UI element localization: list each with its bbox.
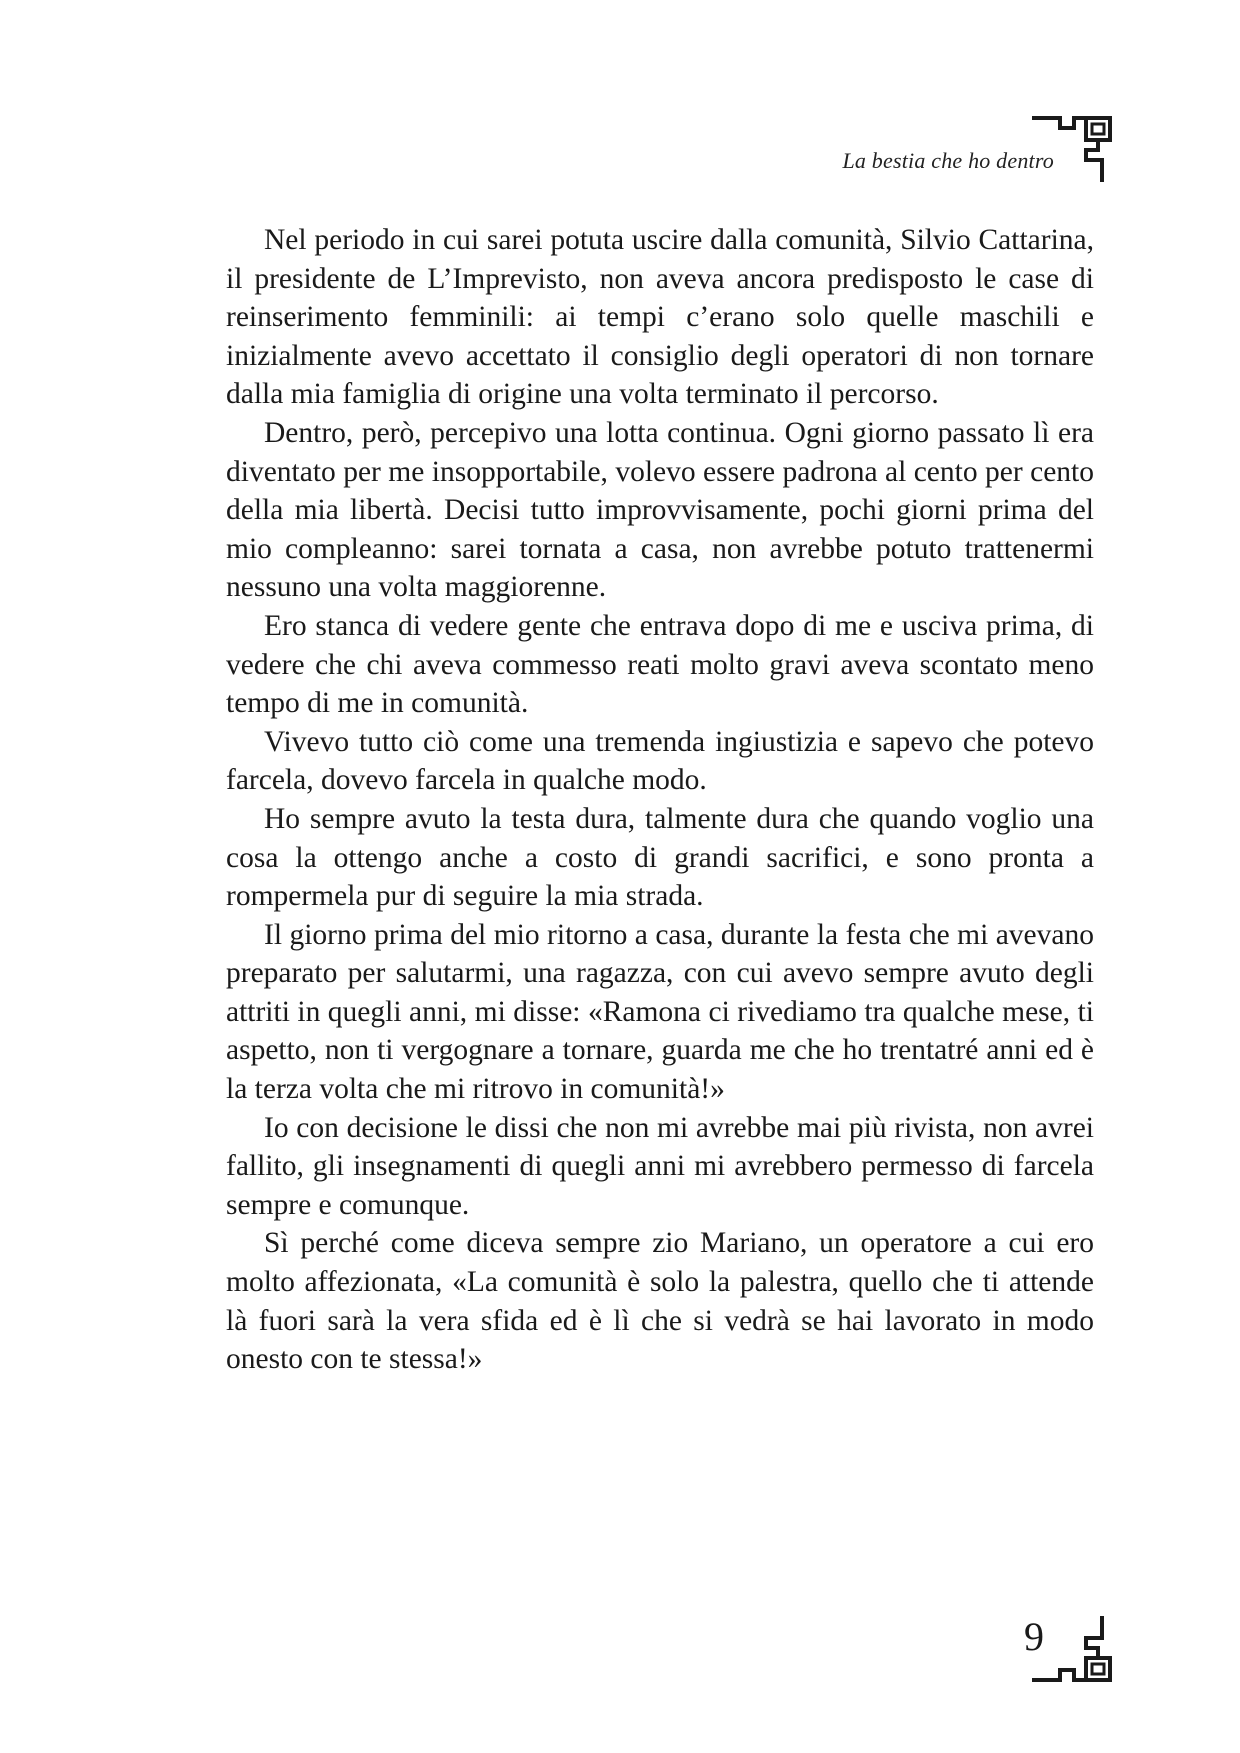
paragraph: Dentro, però, percepivo una lotta continua. Ogni giorno passato lì era diventato per me insopportabile, volevo essere padrona al cento per cento della mia libertà. Decisi tutto improvvisamente, pochi giorni prima del mio compleanno: sarei tornata a casa, non avrebbe potuto trattenermi nessuno una volta maggiorenne.	[226, 416, 1094, 604]
paragraph: Nel periodo in cui sarei potuta uscire dalla comunità, Silvio Cattarina, il presidente de L’Imprevisto, non aveva ancora predisposto le case di reinserimento femminili: ai tempi c’erano solo quelle maschili e inizialmente avevo accettato il consiglio degli operatori di non tornare dalla mia famiglia di origine una volta terminato il percorso.	[226, 224, 1094, 411]
page-number: 9	[1024, 1614, 1044, 1659]
paragraph: Sì perché come diceva sempre zio Mariano, un operatore a cui ero molto affezionata, «La comunità è solo la palestra, quello che ti attende là fuori sarà la vera sfida ed è lì che si vedrà se hai lavorato in modo onesto con te stessa!»	[226, 1227, 1094, 1376]
paragraph: Il giorno prima del mio ritorno a casa, durante la festa che mi avevano preparato per salutarmi, una ragazza, con cui avevo sempre avuto degli attriti in quegli anni, mi disse: «Ramona ci rivediamo tra qualche mese, ti aspetto, non ti vergognare a tornare, guarda me che ho trentatré anni ed è la terza volta che mi ritrovo in comunità!»	[226, 918, 1094, 1106]
body-text	[226, 221, 1094, 1379]
greek-key-corner-ornament-icon	[1030, 1614, 1114, 1684]
running-header: La bestia che ho dentro	[842, 148, 1054, 173]
paragraph: Io con decisione le dissi che non mi avrebbe mai più rivista, non avrei fallito, gli insegnamenti di quegli anni mi avrebbero permesso di farcela sempre e comunque.	[226, 1111, 1094, 1221]
paragraph: Ero stanca di vedere gente che entrava dopo di me e usciva prima, di vedere che chi aveva commesso reati molto gravi aveva scontato meno tempo di me in comunità.	[226, 609, 1094, 720]
paragraph: Ho sempre avuto la testa dura, talmente dura che quando voglio una cosa la ottengo anche a costo di grandi sacrifici, e sono pronta a rompermela pur di seguire la mia strada.	[226, 802, 1094, 913]
paragraph: Vivevo tutto ciò come una tremenda ingiustizia e sapevo che potevo farcela, dovevo farcela in qualche modo.	[226, 725, 1094, 797]
